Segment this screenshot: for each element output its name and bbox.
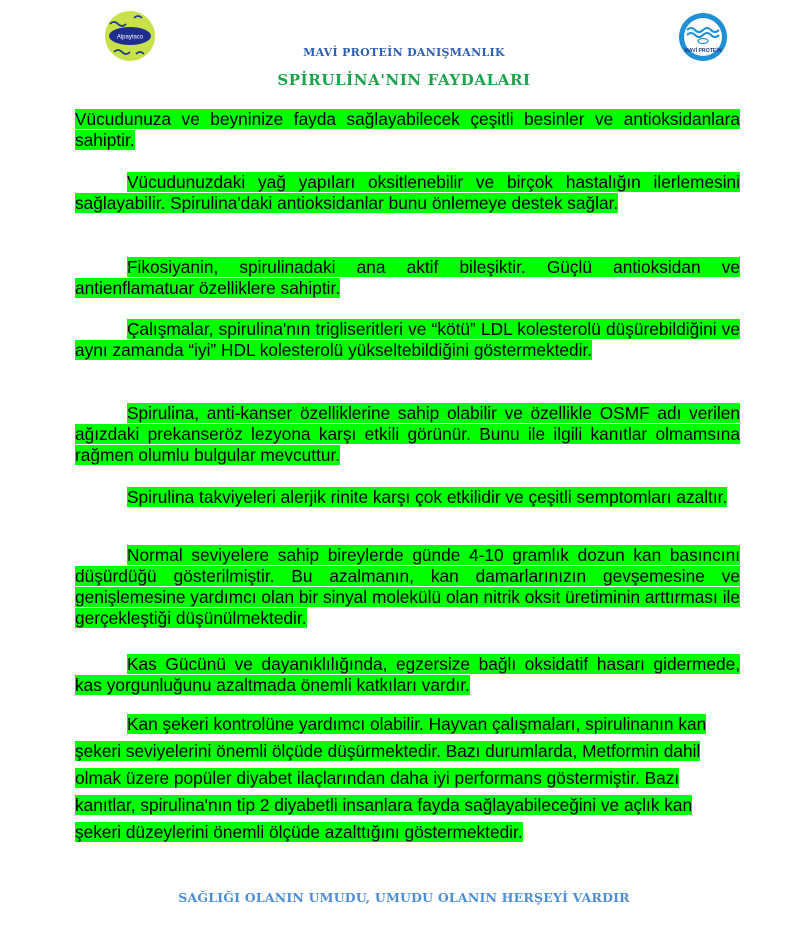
paragraph-cholesterol	[75, 319, 740, 361]
paragraph-allergic-rhinitis	[75, 487, 740, 508]
paragraph-text: Çalışmalar, spirulina'nın trigliseritleri ve “kötü” LDL kolesterolü düşürebildiğini ve aynı zamanda “iyi” HDL kolesterolü yükseltebildiğini göstermektedir.	[75, 319, 740, 360]
paragraph-text: Spirulina, anti-kanser özelliklerine sahip olabilir ve özellikle OSMF adı verilen ağızdaki prekanseröz lezyona karşı etkili görünür. Bunu ile ilgili kanıtlar olmamsına rağmen olumlu bulgular mevcuttur.	[75, 403, 740, 465]
paragraph-phycocyanin	[75, 257, 740, 299]
paragraph-text: Kan şekeri kontrolüne yardımcı olabilir. Hayvan çalışmaları, spirulinanın kan şekeri seviyelerini önemli ölçüde düşürmektedir. Bazı durumlarda, Metformin dahil olmak üzere popüler diyabet ilaçlarından daha iyi performans göstermiştir. Bazı kanıtlar, spirulina'nın tip 2 diyabetli insanlara fayda sağlayabileceğini ve açlık kan şekeri düzeylerini önemli ölçüde azalttığını göstermektedir.	[75, 714, 707, 842]
paragraph-fat-oxidation	[75, 172, 740, 214]
company-name: MAVİ PROTEİN DANIŞMANLIK	[303, 46, 505, 59]
paragraph-anti-cancer	[75, 403, 740, 466]
paragraph-blood-sugar	[75, 711, 740, 846]
paragraph-nutrients	[75, 109, 740, 151]
paragraph-blood-pressure	[75, 545, 740, 629]
paragraph-text: Normal seviyelere sahip bireylerde günde 4-10 gramlık dozun kan basıncını düşürdüğü gösterilmiştir. Bu azalmanın, kan damarlarınızın gevşemesine ve genişlemesine yardımcı olan bir sinyal molekülü olan nitrik oksit üretiminin arttırması ile gerçekleştiği düşünülmektedir.	[75, 545, 740, 628]
paragraph-text: Kas Gücünü ve dayanıklılığında, egzersize bağlı oksidatif hasarı gidermede, kas yorgunluğunu azaltmada önemli katkıları vardır.	[75, 654, 740, 695]
paragraph-muscle-strength	[75, 654, 740, 696]
paragraph-text: Spirulina takviyeleri alerjik rinite karşı çok etkilidir ve çeşitli semptomları azaltır.	[127, 487, 728, 507]
right-logo-text: MAVİ PROTEİN	[684, 48, 722, 54]
left-logo-text: Alpaytaco	[116, 34, 144, 41]
paragraph-text: Fikosiyanin, spirulinadaki ana aktif bileşiktir. Güçlü antioksidan ve antienflamatuar özelliklere sahiptir.	[75, 257, 740, 298]
page-title: SPİRULİNA'NIN FAYDALARI	[277, 71, 531, 89]
paragraph-text: Vücudunuza ve beyninize fayda sağlayabilecek çeşitli besinler ve antioksidanlara sahiptir.	[75, 109, 740, 150]
paragraph-text: Vücudunuzdaki yağ yapıları oksitlenebilir ve birçok hastalığın ilerlemesini sağlayabilir. Spirulina'daki antioksidanlar bunu önlemeye destek sağlar.	[75, 172, 740, 213]
footer-slogan: SAĞLIĞI OLANIN UMUDU, UMUDU OLANIN HERŞEYİ VARDIR	[178, 890, 630, 905]
